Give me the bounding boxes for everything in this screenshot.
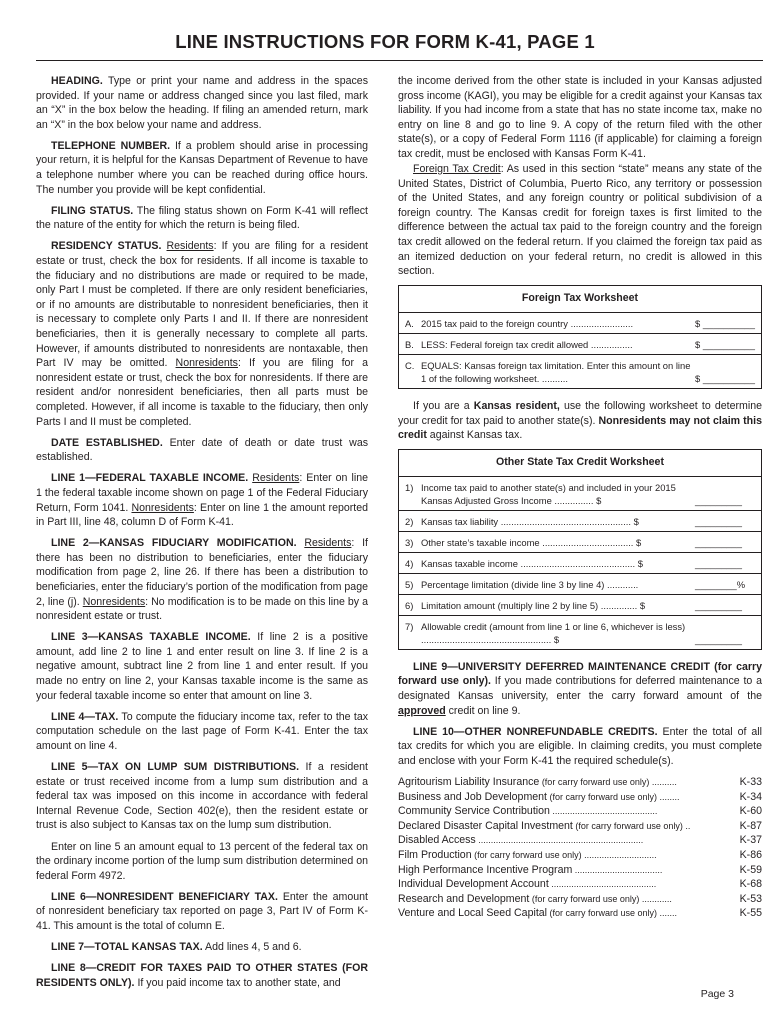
date-text: Enter date of death or date trust was established. [36,436,369,464]
credit-name: Venture and Local Seed Capital [398,907,548,920]
line7-paragraph [36,940,368,955]
other-state-worksheet-row-amount: _________ [695,536,742,548]
credit-name-group [398,848,732,863]
line1-residents-term: Residents [252,472,300,485]
credit-item [398,892,762,907]
other-state-worksheet-row-number: 1) [405,481,414,493]
line2-label: LINE 2—KANSAS FIDUCIARY MODIFICATION. [51,537,297,550]
credit-schedule: K-59 [739,863,762,876]
credit-name: Community Service Contribution [398,805,550,818]
other-state-worksheet-row [399,511,761,532]
line3-paragraph [36,630,368,703]
line5-text: If a resident estate or trust received income from a lump sum distribution and a federal tax was imposed on this income in accordance with federal Internal Revenue Code, Section 402(e), then the resident estate or trust is also subject to Kansas tax on the lump sum distribution. [36,761,368,832]
line5-label: LINE 5—TAX ON LUMP SUM DISTRIBUTIONS. [51,761,300,774]
residents-term: Residents [166,240,214,253]
page-title: LINE INSTRUCTIONS FOR FORM K-41, PAGE 1 [175,31,595,52]
other-state-worksheet-row-number: 7) [405,620,414,632]
other-state-worksheet-row [399,553,761,574]
credit-note: .................................................................. [475,835,644,846]
line3-text: If line 2 is a positive amount, add line 2 to line 1 and enter result on line 3. If line 2 is a negative amount, subtract line 2 from line 1 and enter result. If you made no entry on line 2, your Kansas taxable income is the same as your federal taxable income so enter that amount on line 3. [36,631,368,702]
foreign-tax-credit-paragraph [398,162,762,279]
credit-note: (for carry forward use only) .. [572,820,691,831]
line1-label: LINE 1—FEDERAL TAXABLE INCOME. [51,472,249,485]
residency-label: RESIDENCY STATUS. [51,240,162,253]
kr-text-2: use the following worksheet to determine your credit for tax paid to another state(s). [398,399,762,427]
other-state-worksheet-row-amount: _________ [695,599,742,611]
other-state-worksheet-row [399,574,761,595]
credit-name-group [398,892,732,907]
foreign-worksheet-row-amount: $ __________ [695,338,755,350]
other-state-worksheet-row-number: 5) [405,578,414,590]
credit-name-group [398,819,732,834]
other-state-worksheet-row-amount: _________ [695,633,742,645]
credit-name: Research and Development [398,892,530,905]
line7-text: Add lines 4, 5 and 6. [202,941,302,954]
other-state-worksheet-row-number: 3) [405,536,414,548]
line4-text: To compute the fiduciary income tax, refer to the tax computation schedule on the last page of Form K-41. Enter the tax amount on line 4. [36,710,369,752]
other-state-worksheet-row [399,616,761,649]
line2-text-1: : If there has been no distribution to beneficiaries, enter the fiduciary modification from page 2, line 26. If there has been a distribution to beneficiaries, enter the fiduciary’s portion of the modification from page 2, line (j). [36,537,369,608]
foreign-worksheet-row [399,313,761,334]
credit-name: High Performance Incentive Program [398,863,573,876]
heading-text: Type or print your name and address in the spaces provided. If your name or address changed since you last filed, mark an “X” in the box below the heading. If filing an amended return, mark an “X” in the box below your name and address. [36,75,368,131]
line5-paragraph-2: Enter on line 5 an amount equal to 13 percent of the federal tax on the ordinary income portion of the lump sum distribution determined on federal Form 4972. [36,840,368,882]
credit-name-group [398,833,732,848]
credit-item [398,906,762,921]
credit-name: Agritourism Liability Insurance [398,775,540,788]
credit-note: (for carry forward use only) ....... [547,908,678,919]
credit-note: .......................................... [548,879,657,890]
credit-schedule: K-34 [739,790,762,803]
line1-nonresidents-term: Nonresidents [131,501,194,514]
other-state-worksheet-row-number: 4) [405,557,414,569]
credit-note: (for carry forward use only) ............ [529,893,672,904]
other-state-worksheet-row-label: Kansas taxable income ............................................ $ [421,557,643,569]
filing-paragraph [36,204,368,233]
line1-paragraph [36,471,368,529]
line9-paragraph [398,660,762,718]
credit-note: (for carry forward use only) .......... [539,776,677,787]
credit-name-group [398,804,732,819]
line10-paragraph [398,725,762,769]
credit-schedule: K-86 [739,848,762,861]
credit-note: .......................................... [549,806,658,817]
line8-paragraph [36,961,368,990]
heading-paragraph [36,74,368,132]
line9-text-2: credit on line 9. [445,704,521,717]
credit-schedule: K-55 [739,907,762,920]
credit-name-group [398,775,732,790]
credit-item [398,819,762,834]
other-state-worksheet-row [399,477,761,511]
foreign-worksheet-row-label: 2015 tax paid to the foreign country ........................ [421,317,634,329]
kr-text-1: If you are a [413,399,474,412]
credit-item [398,790,762,805]
line4-paragraph [36,710,368,754]
line1-text-1: : Enter on line 1 the federal taxable income shown on page 1 of the Federal Fiduciary Return, Form 1041. [36,472,368,514]
line1-text-2: : Enter on line 1 the amount reported in Part III, line 48, column D of Form K-41. [36,501,368,529]
line6-text: Enter the amount of nonresident beneficiary tax reported on page 3, Part IV of Form K-41. This amount is the total of column E. [36,890,368,932]
line8-label: LINE 8—CREDIT FOR TAXES PAID TO OTHER STATES (FOR RESIDENTS ONLY). [36,962,368,989]
left-column [36,74,368,997]
foreign-worksheet-row [399,334,761,355]
credit-name: Disabled Access [398,834,476,847]
line2-text-2: : No modification is to be made on this line by a nonresident estate or trust. [36,595,369,623]
phone-label: TELEPHONE NUMBER. [51,139,171,152]
other-state-worksheet-row-number: 6) [405,599,414,611]
credit-item [398,833,762,848]
credit-item [398,877,762,892]
credit-name: Individual Development Account [398,878,549,891]
credit-schedule: K-33 [739,775,762,788]
other-state-worksheet-title: Other State Tax Credit Worksheet [399,450,761,477]
credit-schedule: K-53 [739,892,762,905]
credit-note: ................................... [572,864,663,875]
credit-note: (for carry forward use only) ........ [547,791,680,802]
page-number: Page 3 [700,988,734,1000]
filing-label: FILING STATUS. [51,204,134,217]
other-state-worksheet-row-label: Percentage limitation (divide line 3 by line 4) ............ [421,578,639,590]
date-label: DATE ESTABLISHED. [51,436,163,449]
heading-label: HEADING. [51,75,103,87]
credit-name-group [398,863,732,878]
line2-paragraph [36,536,368,624]
other-state-worksheet-row [399,595,761,616]
line10-text: Enter the total of all tax credits for which you are eligible. In claiming credits, you must complete and enclose with your Form K-41 the required schedule(s). [398,725,762,767]
line2-residents-term: Residents [304,537,352,550]
other-state-tax-credit-worksheet [398,449,762,650]
kr-bold-2: Nonresidents may not claim this credit [398,414,762,442]
credit-item [398,775,762,790]
residency-text-1: : If you are filing for a resident estate or trust, check the box for residents. If all income is taxable to the fiduciary and no distributions are made or required to be made, only Part I must be completed. If there are only resident beneficiaries, or if no amounts are distributable to nonresident beneficiaries, then it is necessary to complete only Parts I and II. If there are nonresident beneficiaries, then it is generally necessary to complete all parts. However, if amounts distributed to nonresidents are nontaxable, then Part IV may be omitted. [36,240,368,370]
kr-text-3: against Kansas tax. [426,429,523,442]
foreign-tax-credit-term: Foreign Tax Credit [413,163,501,176]
filing-text: The filing status shown on Form K-41 will reflect the nature of the entity for which the return is being filed. [36,204,368,232]
foreign-worksheet-row-label: EQUALS: Kansas foreign tax limitation. Enter this amount on line 1 of the following worksheet. .......... [421,359,691,384]
date-paragraph [36,436,368,465]
credits-list [398,775,762,921]
other-state-worksheet-row-amount: _________ [695,557,742,569]
line7-label: LINE 7—TOTAL KANSAS TAX. [51,941,203,954]
other-state-worksheet-row-amount: _________ [695,515,742,527]
foreign-worksheet-row-label: LESS: Federal foreign tax credit allowed ................ [421,338,633,350]
other-state-worksheet-row-label: Income tax paid to another state(s) and included in your 2015 Kansas Adjusted Gross Income ............... $ [421,481,676,506]
other-state-worksheet-row-label: Allowable credit (amount from line 1 or line 6, whichever is less) .................................................. $ [421,620,686,645]
foreign-worksheet-row-number: B. [405,338,414,350]
other-state-worksheet-row-label: Kansas tax liability .................................................. $ [421,515,639,527]
other-state-worksheet-row [399,532,761,553]
foreign-tax-worksheet-title: Foreign Tax Worksheet [399,286,761,313]
foreign-worksheet-row-number: A. [405,317,414,329]
credit-name: Declared Disaster Capital Investment [398,819,573,832]
other-state-worksheet-row-label: Other state’s taxable income ................................... $ [421,536,642,548]
line6-label: LINE 6—NONRESIDENT BENEFICIARY TAX. [51,890,278,903]
foreign-worksheet-row-amount: $ __________ [695,372,755,384]
nonresidents-term: Nonresidents [175,357,238,370]
credit-name: Film Production [398,848,472,861]
line9-text-1: If you made contributions for deferred maintenance to a designated Kansas university, enter the carry forward amount of the [398,675,762,702]
phone-paragraph [36,139,368,197]
credit-item [398,804,762,819]
title-rule [36,60,763,61]
foreign-tax-credit-text: : As used in this section “state” means any state of the United States, District of Columbia, Puerto Rico, any territory or possession of the United States, and any foreign country or political subdivision of a foreign country. The Kansas credit for foreign taxes is first limited to the difference between the actual tax paid to the foreign country and the foreign tax credit allowed on the federal return. If you claimed the foreign tax paid as an itemized deduction on your federal return, no credit is allowed in this section. [398,163,762,278]
foreign-tax-worksheet [398,285,762,389]
credit-name-group [398,877,732,892]
credit-note: (for carry forward use only) ............................. [471,849,657,860]
other-state-worksheet-row-amount: ________% [695,578,746,590]
other-state-worksheet-row-label: Limitation amount (multiply line 2 by line 5) .............. $ [421,599,646,611]
other-state-worksheet-row-amount: _________ [695,494,742,506]
line3-label: LINE 3—KANSAS TAXABLE INCOME. [51,631,251,644]
credit-item [398,863,762,878]
credit-schedule: K-37 [739,834,762,847]
credit-name-group [398,906,732,921]
foreign-worksheet-row [399,355,761,388]
kansas-resident-paragraph [398,399,762,443]
foreign-worksheet-row-amount: $ __________ [695,317,755,329]
credit-schedule: K-60 [739,805,762,818]
line10-label: LINE 10—OTHER NONREFUNDABLE CREDITS. [413,725,658,738]
line5-paragraph [36,760,368,833]
residency-paragraph [36,239,368,429]
line2-nonresidents-term: Nonresidents [82,595,146,608]
line6-paragraph [36,890,368,934]
credit-name-group [398,790,732,805]
line9-label: LINE 9—UNIVERSITY DEFERRED MAINTENANCE CREDIT (for carry forward use only). [398,660,762,688]
right-column [398,74,762,921]
line8-continued: the income derived from the other state is included in your Kansas adjusted gross income (KAGI), you may be eligible for a credit against your Kansas tax liability. If you had income from a state that has no state income tax, make no entry on line 8 and go to line 9. A copy of the return filed with the other state(s), or a copy of Federal Form 1116 (if applicable) for claiming a foreign tax credit, must be enclosed with Kansas Form K-41. [398,75,762,160]
credit-schedule: K-87 [739,819,762,832]
approved-term: approved [398,704,446,717]
other-state-worksheet-row-number: 2) [405,515,414,527]
kr-bold-1: Kansas resident, [473,399,560,412]
credit-schedule: K-68 [739,878,762,891]
foreign-worksheet-row-number: C. [405,359,415,371]
line4-label: LINE 4—TAX. [51,710,119,723]
credit-item [398,848,762,863]
phone-text: If a problem should arise in processing your return, it is helpful for the Kansas Department of Revenue to have a telephone number where you can be reached during office hours. The number you provide will be kept confidential. [36,139,368,196]
residency-text-2: : If you are filing for a nonresident estate or trust, check the box for nonresidents. If there are resident and/or nonresident beneficiaries, then all parts must be completed. However, if all income is taxable to the fiduciary, then only Parts I and II must be completed. [36,357,368,428]
credit-name: Business and Job Development [398,790,547,803]
line8-text: If you paid income tax to another state, and [134,976,341,989]
